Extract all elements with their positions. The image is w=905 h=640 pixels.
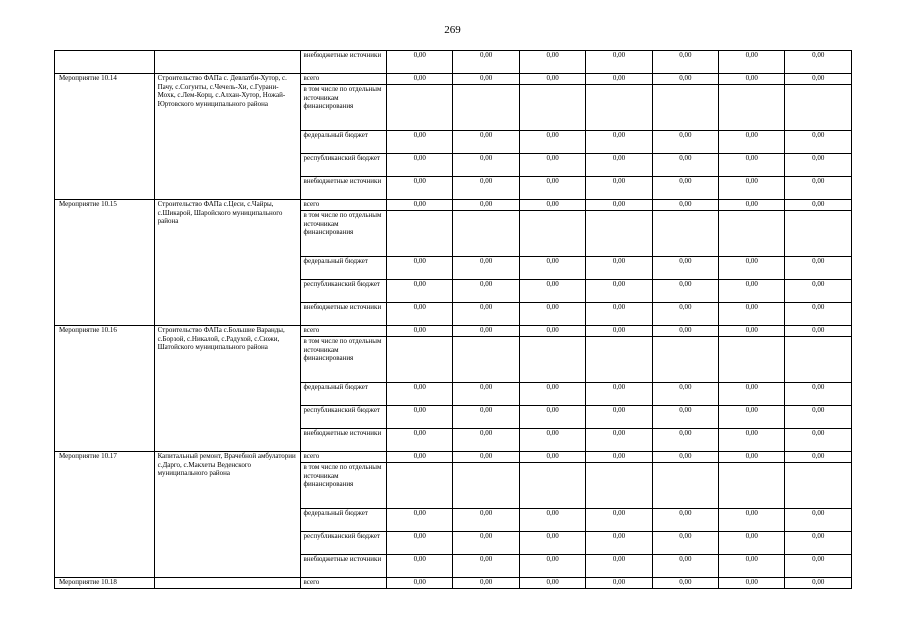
value-cell: 0,00	[387, 406, 453, 429]
value-cell: 0,00	[387, 555, 453, 578]
value-cell: 0,00	[453, 131, 519, 154]
value-cell: 0,00	[519, 383, 585, 406]
source-cell: внебюджетные источники	[300, 303, 387, 326]
source-cell: всего	[300, 578, 387, 589]
value-cell: 0,00	[519, 578, 585, 589]
source-cell: внебюджетные источники	[300, 555, 387, 578]
value-cell: 0,00	[519, 429, 585, 452]
value-cell: 0,00	[387, 74, 453, 85]
empty-cell	[586, 211, 652, 257]
value-cell: 0,00	[586, 509, 652, 532]
empty-cell	[387, 85, 453, 131]
value-cell: 0,00	[652, 200, 718, 211]
value-cell: 0,00	[586, 578, 652, 589]
value-cell: 0,00	[519, 303, 585, 326]
value-cell: 0,00	[652, 406, 718, 429]
value-cell: 0,00	[387, 429, 453, 452]
empty-cell	[719, 337, 785, 383]
table-row	[55, 326, 852, 337]
source-cell: федеральный бюджет	[300, 131, 387, 154]
value-cell: 0,00	[387, 154, 453, 177]
value-cell: 0,00	[719, 131, 785, 154]
value-cell: 0,00	[453, 578, 519, 589]
source-cell: республиканский бюджет	[300, 532, 387, 555]
value-cell: 0,00	[652, 532, 718, 555]
value-cell: 0,00	[586, 74, 652, 85]
empty-cell	[387, 463, 453, 509]
value-cell: 0,00	[586, 383, 652, 406]
source-cell: республиканский бюджет	[300, 154, 387, 177]
value-cell: 0,00	[652, 383, 718, 406]
value-cell: 0,00	[519, 509, 585, 532]
value-cell: 0,00	[519, 326, 585, 337]
value-cell: 0,00	[519, 452, 585, 463]
value-cell: 0,00	[652, 303, 718, 326]
value-cell: 0,00	[785, 383, 852, 406]
empty-cell	[652, 85, 718, 131]
value-cell: 0,00	[719, 429, 785, 452]
value-cell: 0,00	[719, 509, 785, 532]
value-cell: 0,00	[785, 406, 852, 429]
source-cell: федеральный бюджет	[300, 509, 387, 532]
value-cell: 0,00	[387, 578, 453, 589]
value-cell: 0,00	[785, 326, 852, 337]
source-cell: в том числе по отдельным источникам финансирования	[300, 211, 387, 257]
source-cell: в том числе по отдельным источникам финансирования	[300, 337, 387, 383]
source-cell: всего	[300, 326, 387, 337]
value-cell: 0,00	[387, 200, 453, 211]
table-row	[55, 578, 852, 589]
value-cell: 0,00	[453, 555, 519, 578]
value-cell: 0,00	[519, 51, 585, 74]
value-cell: 0,00	[785, 154, 852, 177]
source-cell: всего	[300, 74, 387, 85]
empty-cell	[785, 463, 852, 509]
empty-cell	[719, 211, 785, 257]
value-cell: 0,00	[387, 452, 453, 463]
measure-code: Мероприятие 10.18	[55, 578, 155, 589]
value-cell: 0,00	[719, 154, 785, 177]
source-cell: республиканский бюджет	[300, 280, 387, 303]
value-cell: 0,00	[453, 51, 519, 74]
value-cell: 0,00	[719, 532, 785, 555]
value-cell: 0,00	[652, 326, 718, 337]
source-cell: федеральный бюджет	[300, 257, 387, 280]
value-cell: 0,00	[719, 406, 785, 429]
value-cell: 0,00	[453, 452, 519, 463]
empty-cell	[785, 211, 852, 257]
measure-name: Строительство ФАПа с.Цеси, с.Чайры, с.Шикарой, Шаройского муниципального района	[154, 200, 300, 326]
value-cell: 0,00	[387, 257, 453, 280]
value-cell: 0,00	[719, 303, 785, 326]
value-cell: 0,00	[453, 326, 519, 337]
source-cell: в том числе по отдельным источникам финансирования	[300, 85, 387, 131]
empty-cell	[453, 337, 519, 383]
value-cell: 0,00	[719, 452, 785, 463]
value-cell: 0,00	[719, 177, 785, 200]
value-cell: 0,00	[785, 555, 852, 578]
value-cell: 0,00	[586, 280, 652, 303]
value-cell: 0,00	[586, 257, 652, 280]
value-cell: 0,00	[519, 532, 585, 555]
value-cell: 0,00	[652, 578, 718, 589]
source-cell: федеральный бюджет	[300, 383, 387, 406]
empty-cell	[519, 337, 585, 383]
empty-cell	[719, 463, 785, 509]
value-cell: 0,00	[519, 74, 585, 85]
value-cell: 0,00	[652, 74, 718, 85]
empty-cell	[652, 211, 718, 257]
measure-name: Капитальный ремонт, Врачебной амбулатории с.Дарго, с.Макхеты Веденского муниципального района	[154, 452, 300, 578]
source-cell: внебюджетные источники	[300, 429, 387, 452]
value-cell: 0,00	[519, 406, 585, 429]
value-cell: 0,00	[387, 280, 453, 303]
measure-name: Строительство ФАПа с.Большие Варанды, с.Борзой, с.Никалой, с.Радухой, с.Сюжи, Шатойского муниципального района	[154, 326, 300, 452]
value-cell: 0,00	[453, 406, 519, 429]
value-cell: 0,00	[586, 303, 652, 326]
value-cell: 0,00	[652, 257, 718, 280]
value-cell: 0,00	[719, 383, 785, 406]
value-cell: 0,00	[652, 280, 718, 303]
value-cell: 0,00	[652, 429, 718, 452]
table-row	[55, 200, 852, 211]
value-cell: 0,00	[785, 429, 852, 452]
empty-cell	[519, 463, 585, 509]
table-row	[55, 51, 852, 74]
table-row	[55, 452, 852, 463]
value-cell: 0,00	[387, 383, 453, 406]
value-cell: 0,00	[719, 326, 785, 337]
value-cell: 0,00	[785, 280, 852, 303]
value-cell: 0,00	[652, 555, 718, 578]
value-cell: 0,00	[785, 200, 852, 211]
value-cell: 0,00	[387, 177, 453, 200]
value-cell: 0,00	[586, 154, 652, 177]
value-cell: 0,00	[586, 200, 652, 211]
funding-table	[54, 50, 852, 589]
measure-code: Мероприятие 10.16	[55, 326, 155, 452]
name-cell	[154, 51, 300, 74]
value-cell: 0,00	[519, 200, 585, 211]
value-cell: 0,00	[785, 177, 852, 200]
value-cell: 0,00	[453, 200, 519, 211]
value-cell: 0,00	[719, 257, 785, 280]
value-cell: 0,00	[453, 74, 519, 85]
value-cell: 0,00	[785, 452, 852, 463]
value-cell: 0,00	[519, 555, 585, 578]
value-cell: 0,00	[785, 51, 852, 74]
source-cell: республиканский бюджет	[300, 406, 387, 429]
value-cell: 0,00	[785, 131, 852, 154]
value-cell: 0,00	[453, 257, 519, 280]
value-cell: 0,00	[586, 532, 652, 555]
source-cell: всего	[300, 200, 387, 211]
empty-cell	[586, 337, 652, 383]
value-cell: 0,00	[785, 257, 852, 280]
value-cell: 0,00	[519, 177, 585, 200]
empty-cell	[453, 463, 519, 509]
empty-cell	[785, 337, 852, 383]
value-cell: 0,00	[719, 578, 785, 589]
measure-name	[154, 578, 300, 589]
measure-name: Строительство ФАПа с. Девлатби-Хутор, с. Пачу, с.Согунты, с.Чечель-Хи, с.Гурани-Мохк, с.Лем-Корц, с.Алхан-Хутор, Ножай-Юртовского муниципального района	[154, 74, 300, 200]
value-cell: 0,00	[453, 280, 519, 303]
empty-cell	[387, 337, 453, 383]
value-cell: 0,00	[586, 406, 652, 429]
value-cell: 0,00	[586, 326, 652, 337]
value-cell: 0,00	[387, 51, 453, 74]
empty-cell	[586, 463, 652, 509]
source-cell: в том числе по отдельным источникам финансирования	[300, 463, 387, 509]
measure-code: Мероприятие 10.15	[55, 200, 155, 326]
table-body	[55, 51, 852, 589]
value-cell: 0,00	[453, 383, 519, 406]
empty-cell	[785, 85, 852, 131]
empty-cell	[652, 337, 718, 383]
value-cell: 0,00	[453, 532, 519, 555]
empty-cell	[586, 85, 652, 131]
measure-code: Мероприятие 10.14	[55, 74, 155, 200]
value-cell: 0,00	[719, 280, 785, 303]
table-row	[55, 74, 852, 85]
value-cell: 0,00	[387, 509, 453, 532]
value-cell: 0,00	[785, 303, 852, 326]
value-cell: 0,00	[719, 200, 785, 211]
value-cell: 0,00	[586, 452, 652, 463]
value-cell: 0,00	[453, 429, 519, 452]
page-number: 269	[444, 24, 461, 36]
value-cell: 0,00	[519, 154, 585, 177]
value-cell: 0,00	[719, 51, 785, 74]
value-cell: 0,00	[586, 131, 652, 154]
value-cell: 0,00	[453, 303, 519, 326]
value-cell: 0,00	[586, 51, 652, 74]
source-cell: внебюджетные источники	[300, 51, 387, 74]
value-cell: 0,00	[453, 509, 519, 532]
value-cell: 0,00	[586, 177, 652, 200]
value-cell: 0,00	[785, 509, 852, 532]
value-cell: 0,00	[652, 177, 718, 200]
empty-cell	[519, 211, 585, 257]
value-cell: 0,00	[652, 131, 718, 154]
code-cell	[55, 51, 155, 74]
value-cell: 0,00	[652, 452, 718, 463]
value-cell: 0,00	[519, 131, 585, 154]
value-cell: 0,00	[586, 429, 652, 452]
value-cell: 0,00	[387, 532, 453, 555]
value-cell: 0,00	[387, 303, 453, 326]
empty-cell	[652, 463, 718, 509]
value-cell: 0,00	[453, 154, 519, 177]
value-cell: 0,00	[785, 74, 852, 85]
source-cell: всего	[300, 452, 387, 463]
value-cell: 0,00	[387, 131, 453, 154]
empty-cell	[387, 211, 453, 257]
value-cell: 0,00	[785, 532, 852, 555]
value-cell: 0,00	[387, 326, 453, 337]
value-cell: 0,00	[785, 578, 852, 589]
value-cell: 0,00	[719, 555, 785, 578]
measure-code: Мероприятие 10.17	[55, 452, 155, 578]
source-cell: внебюджетные источники	[300, 177, 387, 200]
value-cell: 0,00	[719, 74, 785, 85]
value-cell: 0,00	[586, 555, 652, 578]
value-cell: 0,00	[519, 280, 585, 303]
empty-cell	[453, 85, 519, 131]
empty-cell	[719, 85, 785, 131]
empty-cell	[519, 85, 585, 131]
value-cell: 0,00	[652, 509, 718, 532]
value-cell: 0,00	[652, 154, 718, 177]
empty-cell	[453, 211, 519, 257]
value-cell: 0,00	[652, 51, 718, 74]
value-cell: 0,00	[519, 257, 585, 280]
value-cell: 0,00	[453, 177, 519, 200]
